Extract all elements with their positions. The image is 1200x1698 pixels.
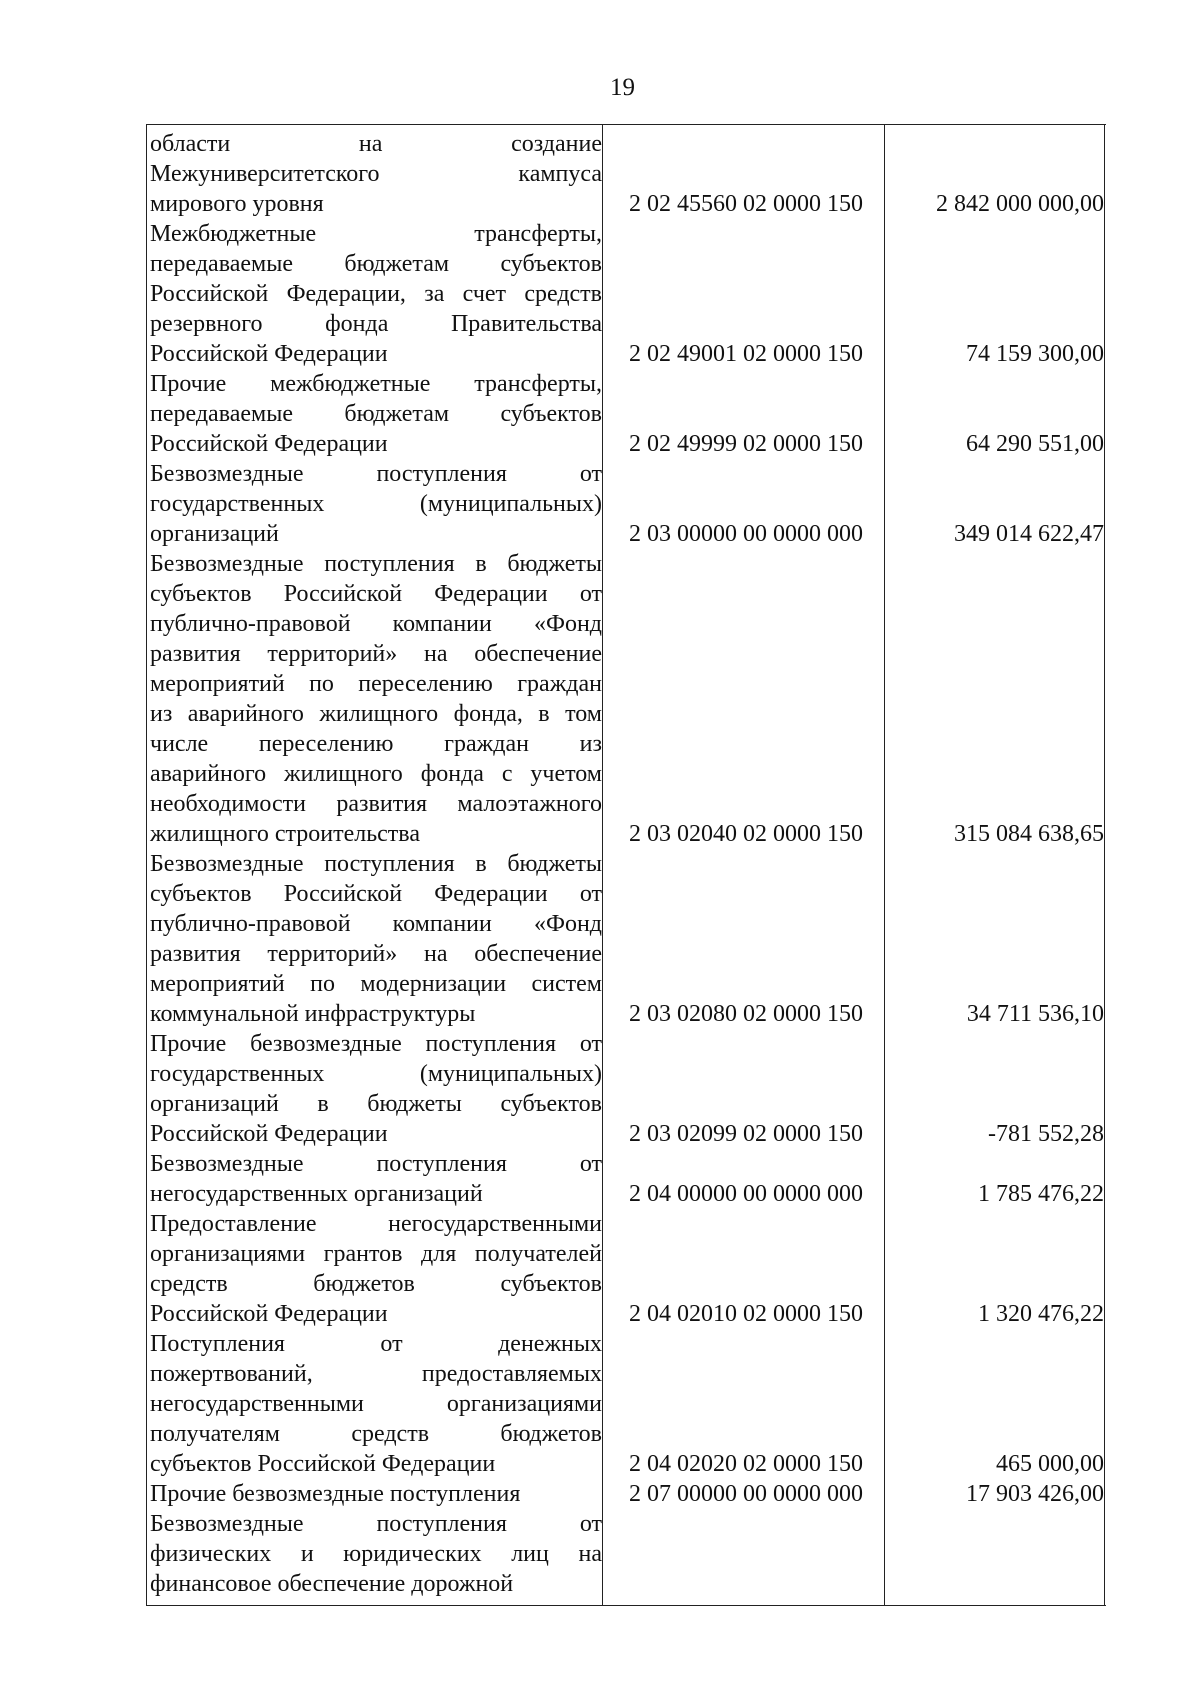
description-line: мирового уровня <box>150 191 324 217</box>
description-line: негосударственными организациями <box>150 1391 602 1417</box>
row-description <box>146 1149 602 1209</box>
description-line: развития территорий» на обеспечение <box>150 941 602 967</box>
row-description <box>146 549 602 849</box>
table-body <box>146 129 1106 1599</box>
description-line: государственных (муниципальных) <box>150 1061 602 1087</box>
description-line: аварийного жилищного фонда с учетом <box>150 761 602 787</box>
table-row <box>146 549 1106 849</box>
row-description <box>146 1029 602 1149</box>
description-line: пожертвований, предоставляемых <box>150 1361 602 1387</box>
row-description <box>146 1479 602 1509</box>
row-budget-code: 2 04 02020 02 0000 150 <box>629 1451 863 1477</box>
row-amount: 2 842 000 000,00 <box>936 191 1104 217</box>
description-line: области на создание <box>150 131 602 157</box>
description-line: Предоставление негосударственными <box>150 1211 602 1237</box>
description-line: Безвозмездные поступления от <box>150 461 602 487</box>
row-budget-code: 2 02 45560 02 0000 150 <box>629 191 863 217</box>
description-line: Безвозмездные поступления в бюджеты <box>150 851 602 877</box>
description-line: Поступления от денежных <box>150 1331 602 1357</box>
description-line: Российской Федерации <box>150 431 388 457</box>
description-line: передаваемые бюджетам субъектов <box>150 251 602 277</box>
description-line: Безвозмездные поступления от <box>150 1151 602 1177</box>
row-description <box>146 1509 602 1599</box>
description-line: числе переселению граждан из <box>150 731 602 757</box>
description-line: Российской Федерации <box>150 341 388 367</box>
description-line: резервного фонда Правительства <box>150 311 602 337</box>
table-row <box>146 1509 1106 1599</box>
row-amount: 64 290 551,00 <box>966 431 1104 457</box>
table-row <box>146 219 1106 369</box>
row-amount: 1 785 476,22 <box>978 1181 1104 1207</box>
table-row <box>146 1149 1106 1209</box>
description-line: Российской Федерации <box>150 1121 388 1147</box>
description-line: организаций в бюджеты субъектов <box>150 1091 602 1117</box>
table-row <box>146 1209 1106 1329</box>
description-line: физических и юридических лиц на <box>150 1541 602 1567</box>
row-budget-code: 2 03 02040 02 0000 150 <box>629 821 863 847</box>
description-line: Прочие безвозмездные поступления от <box>150 1031 602 1057</box>
row-budget-code: 2 07 00000 00 0000 000 <box>629 1481 863 1507</box>
description-line: организаций <box>150 521 279 547</box>
row-description <box>146 459 602 549</box>
description-line: жилищного строительства <box>150 821 420 847</box>
description-line: мероприятий по переселению граждан <box>150 671 602 697</box>
description-line: мероприятий по модернизации систем <box>150 971 602 997</box>
row-description <box>146 129 602 219</box>
row-amount: 315 084 638,65 <box>954 821 1104 847</box>
table-bottom-border <box>146 1605 1106 1606</box>
row-amount: 34 711 536,10 <box>966 1001 1104 1027</box>
description-line: Прочие безвозмездные поступления <box>150 1481 521 1507</box>
table-row <box>146 369 1106 459</box>
description-line: негосударственных организаций <box>150 1181 483 1207</box>
row-budget-code: 2 02 49001 02 0000 150 <box>629 341 863 367</box>
description-line: субъектов Российской Федерации <box>150 1451 496 1477</box>
table-row <box>146 1479 1106 1509</box>
description-line: развития территорий» на обеспечение <box>150 641 602 667</box>
description-line: необходимости развития малоэтажного <box>150 791 602 817</box>
row-description <box>146 1329 602 1479</box>
row-amount <box>884 1569 1106 1599</box>
row-amount: -781 552,28 <box>988 1121 1104 1147</box>
description-line: Российской Федерации, за счет средств <box>150 281 602 307</box>
description-line: финансовое обеспечение дорожной <box>150 1571 514 1597</box>
row-budget-code <box>602 1569 884 1599</box>
description-line: государственных (муниципальных) <box>150 491 602 517</box>
description-line: Безвозмездные поступления в бюджеты <box>150 551 602 577</box>
table-row <box>146 1029 1106 1149</box>
description-line: получателям средств бюджетов <box>150 1421 602 1447</box>
row-description <box>146 369 602 459</box>
row-budget-code: 2 03 02099 02 0000 150 <box>629 1121 863 1147</box>
row-amount: 349 014 622,47 <box>954 521 1104 547</box>
row-description <box>146 849 602 1029</box>
table-row <box>146 849 1106 1029</box>
row-amount: 17 903 426,00 <box>966 1481 1104 1507</box>
row-amount: 1 320 476,22 <box>978 1301 1104 1327</box>
description-line: субъектов Российской Федерации от <box>150 881 602 907</box>
description-line: публично-правовой компании «Фонд <box>150 911 602 937</box>
description-line: из аварийного жилищного фонда, в том <box>150 701 602 727</box>
description-line: Межуниверситетского кампуса <box>150 161 602 187</box>
row-budget-code: 2 02 49999 02 0000 150 <box>629 431 863 457</box>
row-description <box>146 1209 602 1329</box>
row-amount: 465 000,00 <box>996 1451 1104 1477</box>
table-top-border <box>146 124 1106 125</box>
table-row <box>146 1329 1106 1479</box>
row-budget-code: 2 03 00000 00 0000 000 <box>629 521 863 547</box>
row-budget-code: 2 04 02010 02 0000 150 <box>629 1301 863 1327</box>
description-line: Межбюджетные трансферты, <box>150 221 602 247</box>
description-line: Прочие межбюджетные трансферты, <box>150 371 602 397</box>
row-budget-code: 2 03 02080 02 0000 150 <box>629 1001 863 1027</box>
row-description <box>146 219 602 369</box>
row-amount: 74 159 300,00 <box>966 341 1104 367</box>
description-line: средств бюджетов субъектов <box>150 1271 602 1297</box>
table-row <box>146 459 1106 549</box>
table-row <box>146 129 1106 219</box>
description-line: коммунальной инфраструктуры <box>150 1001 476 1027</box>
description-line: субъектов Российской Федерации от <box>150 581 602 607</box>
row-budget-code: 2 04 00000 00 0000 000 <box>629 1181 863 1207</box>
revenue-table <box>146 124 1106 1606</box>
description-line: Безвозмездные поступления от <box>150 1511 602 1537</box>
description-line: Российской Федерации <box>150 1301 388 1327</box>
description-line: организациями грантов для получателей <box>150 1241 602 1267</box>
description-line: передаваемые бюджетам субъектов <box>150 401 602 427</box>
description-line: публично-правовой компании «Фонд <box>150 611 602 637</box>
page-number: 19 <box>610 74 635 101</box>
